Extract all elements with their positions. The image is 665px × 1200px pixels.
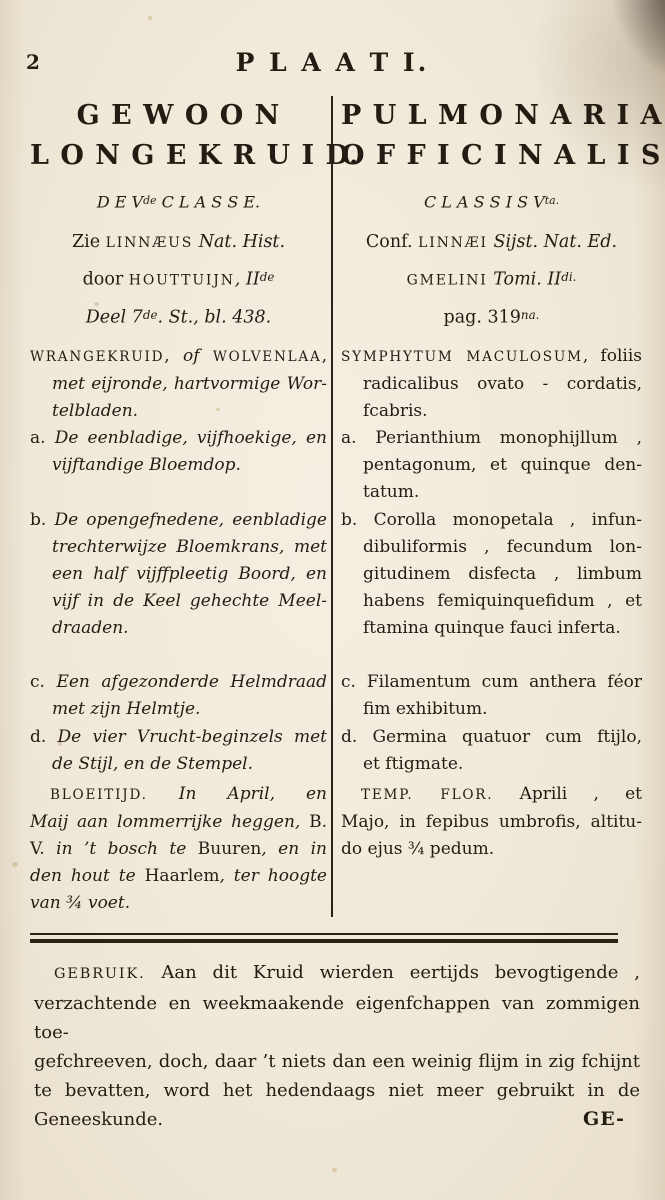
text-segment: Zie bbox=[71, 232, 106, 253]
text-segment: De vier Vrucht-beginzels met bbox=[57, 727, 327, 748]
text-segment: BLOEITIJD. bbox=[50, 787, 148, 804]
text-segment: den hout te bbox=[30, 866, 145, 887]
text-segment: et ftigmate. bbox=[363, 754, 464, 775]
text-segment: b. Corolla monopetala , infun- bbox=[341, 510, 642, 531]
text-segment: draaden. bbox=[52, 618, 129, 639]
text-segment: vijf in de Keel gehechte Meel- bbox=[52, 591, 327, 612]
text-segment: tatum. bbox=[363, 482, 420, 503]
text-segment: door bbox=[82, 269, 129, 290]
text-segment: pag. 319 bbox=[443, 307, 521, 328]
text-segment: de bbox=[143, 194, 157, 207]
text-line bbox=[30, 452, 327, 479]
latin-class-line bbox=[341, 189, 642, 214]
text-segment: C L A S S E. bbox=[156, 192, 261, 212]
text-segment: ftamina quinque fauci inferta. bbox=[363, 618, 621, 639]
text-line bbox=[341, 452, 642, 479]
text-line bbox=[341, 588, 642, 615]
text-line bbox=[30, 696, 327, 723]
text-line bbox=[30, 507, 327, 534]
text-line bbox=[341, 561, 642, 588]
text-line bbox=[341, 836, 642, 863]
text-line bbox=[30, 534, 327, 561]
text-line bbox=[30, 343, 327, 371]
text-segment: met eijronde, hartvormige Wor- bbox=[52, 374, 327, 395]
text-segment: GEBRUIK. bbox=[54, 966, 146, 982]
text-segment: c. Filamentum cum anthera féor bbox=[341, 672, 642, 693]
dutch-reference bbox=[30, 225, 327, 334]
text-line bbox=[30, 225, 327, 260]
text-segment: vijftandige Bloemdop. bbox=[52, 455, 241, 476]
dutch-class-line bbox=[30, 189, 327, 214]
text-segment: . St., bl. 438. bbox=[157, 307, 272, 328]
text-line bbox=[30, 669, 327, 696]
text-line bbox=[30, 863, 327, 890]
text-segment: c. bbox=[30, 672, 57, 693]
text-segment: telbladen. bbox=[52, 401, 139, 422]
text-segment: fim exhibitum. bbox=[363, 699, 488, 720]
text-line bbox=[341, 669, 642, 696]
text-segment: , foliis bbox=[582, 346, 642, 367]
text-segment: te bevatten, word het hedendaags niet meer gebruikt in de bbox=[34, 1080, 640, 1101]
text-segment: Conf. bbox=[365, 232, 419, 253]
dutch-item-b bbox=[30, 507, 327, 642]
latin-item-c bbox=[341, 669, 642, 723]
text-line bbox=[30, 398, 327, 425]
text-line bbox=[341, 809, 642, 836]
gebruik-paragraph bbox=[34, 958, 640, 1134]
text-line bbox=[341, 696, 642, 723]
text-segment: habens femiquinquefidum , et bbox=[363, 591, 642, 612]
text-line bbox=[341, 751, 642, 778]
text-segment: Een afgezonderde Helmdraad bbox=[56, 672, 327, 693]
text-segment: In April, en bbox=[147, 784, 327, 805]
text-line bbox=[341, 507, 642, 534]
text-segment: of bbox=[183, 346, 213, 367]
text-segment: LINNÆUS bbox=[105, 235, 194, 252]
dutch-item-a bbox=[30, 425, 327, 479]
text-line bbox=[30, 425, 327, 452]
dutch-heading-line2: L O N G E K R U I D. bbox=[30, 140, 360, 171]
text-segment: D E V bbox=[96, 192, 144, 212]
text-segment: de Stijl, en de Stempel. bbox=[52, 754, 253, 775]
text-line bbox=[30, 836, 327, 863]
text-segment: Buuren bbox=[197, 839, 262, 860]
text-segment: b. bbox=[30, 510, 55, 531]
text-line bbox=[30, 809, 327, 836]
dutch-item-d bbox=[30, 724, 327, 778]
text-segment: SYMPHYTUM MACULOSUM bbox=[341, 349, 583, 366]
text-line bbox=[30, 371, 327, 398]
text-segment: De opengefnedene, eenbladige bbox=[54, 510, 327, 531]
section-divider-rule bbox=[30, 933, 618, 943]
fox-spot bbox=[332, 1168, 337, 1172]
text-line bbox=[30, 588, 327, 615]
text-line bbox=[34, 989, 640, 1047]
text-segment: d. Germina quatuor cum ftijlo, bbox=[341, 727, 642, 748]
text-line bbox=[30, 298, 327, 335]
text-segment: do ejus ¾ pedum. bbox=[341, 839, 495, 860]
text-line bbox=[341, 298, 642, 335]
text-segment: de bbox=[259, 270, 275, 285]
text-segment: Majo, in fepibus umbrofis, altitu- bbox=[341, 812, 642, 833]
text-line bbox=[30, 751, 327, 778]
text-segment: Sijst. Nat. Ed. bbox=[487, 232, 618, 253]
dutch-heading-line1: G E W O O N bbox=[76, 100, 281, 131]
text-segment: dibuliformis , fecundum lon- bbox=[363, 537, 642, 558]
page-number: 2 bbox=[26, 50, 40, 74]
text-segment: van ¾ voet. bbox=[30, 893, 131, 914]
text-segment: HOUTTUIJN bbox=[128, 272, 235, 289]
latin-reference bbox=[341, 225, 642, 334]
text-segment: TEMP. FLOR. bbox=[361, 787, 494, 804]
text-segment: a. bbox=[30, 428, 55, 449]
fox-spot bbox=[12, 862, 18, 867]
text-segment: radicalibus ovato - cordatis, bbox=[363, 374, 642, 395]
text-segment: in ’t bosch te bbox=[56, 839, 198, 860]
text-line bbox=[341, 371, 642, 398]
two-column-body bbox=[30, 96, 663, 917]
text-line bbox=[341, 398, 642, 425]
text-segment: , II bbox=[234, 269, 260, 290]
text-line bbox=[341, 479, 642, 506]
text-line bbox=[30, 615, 327, 642]
text-line bbox=[34, 1105, 640, 1134]
text-segment: , bbox=[321, 346, 328, 367]
dutch-item-c bbox=[30, 669, 327, 723]
text-line bbox=[341, 724, 642, 751]
text-segment: pentagonum, et quinque den- bbox=[363, 455, 642, 476]
latin-column bbox=[331, 96, 663, 917]
text-segment: Geneeskunde. bbox=[34, 1109, 164, 1130]
text-segment: gefchreeven, doch, daar ’t niets dan een weinig flijm in zig fchijnt bbox=[34, 1051, 640, 1072]
text-line bbox=[341, 615, 642, 642]
text-segment: Tomi. II bbox=[487, 269, 562, 290]
catchword: GE- bbox=[583, 1108, 625, 1130]
text-line bbox=[341, 781, 642, 809]
text-segment: Aan dit Kruid wierden eertijds bevogtigende , bbox=[145, 962, 640, 983]
text-line bbox=[341, 343, 642, 371]
text-segment: , bbox=[164, 346, 183, 367]
text-line bbox=[30, 189, 327, 214]
text-line bbox=[30, 724, 327, 751]
text-segment: een half vijffpleetig Boord, en bbox=[52, 564, 327, 585]
text-segment: Deel 7 bbox=[85, 307, 143, 328]
latin-heading-line1: P U L M O N A R I A bbox=[341, 100, 663, 131]
text-segment: trechterwijze Bloemkrans, met bbox=[52, 537, 327, 558]
text-segment: C L A S S I S V bbox=[423, 192, 545, 212]
text-segment: met zijn Helmtje. bbox=[52, 699, 201, 720]
text-segment: verzachtende en weekmaakende eigenfchappen van zommigen toe- bbox=[34, 993, 640, 1043]
text-segment: , ter hoogte bbox=[219, 866, 327, 887]
text-segment: B. bbox=[309, 812, 327, 833]
text-line bbox=[30, 890, 327, 917]
dutch-column bbox=[30, 96, 360, 917]
dutch-bloeitijd-paragraph bbox=[30, 781, 327, 917]
text-line bbox=[34, 958, 640, 989]
text-segment: V. bbox=[30, 839, 57, 860]
text-segment: LINNÆI bbox=[418, 235, 488, 252]
text-segment: Nat. Hist. bbox=[193, 232, 286, 253]
dutch-species-paragraph bbox=[30, 343, 327, 425]
text-line bbox=[30, 781, 327, 809]
text-line bbox=[341, 225, 642, 260]
latin-item-d bbox=[341, 724, 642, 778]
text-segment: , en in bbox=[261, 839, 327, 860]
text-segment: di. bbox=[561, 270, 577, 285]
text-segment: d. bbox=[30, 727, 58, 748]
text-segment: na. bbox=[520, 307, 540, 322]
latin-item-a bbox=[341, 425, 642, 506]
text-segment: Aprili , et bbox=[493, 784, 642, 805]
text-line bbox=[341, 534, 642, 561]
latin-temp-flor-paragraph bbox=[341, 781, 642, 863]
text-line bbox=[341, 425, 642, 452]
text-segment: a. Perianthium monophijllum , bbox=[341, 428, 642, 449]
text-segment: De eenbladige, vijfhoekige, en bbox=[54, 428, 327, 449]
plate-title: P L A A T I. bbox=[235, 48, 430, 77]
text-line bbox=[341, 189, 642, 214]
text-segment: GMELINI bbox=[406, 272, 488, 289]
text-line bbox=[30, 561, 327, 588]
text-segment: fcabris. bbox=[363, 401, 428, 422]
text-segment: WRANGEKRUID bbox=[30, 349, 165, 366]
text-segment: Maij aan lommerrijke heggen, bbox=[30, 812, 310, 833]
text-line bbox=[34, 1047, 640, 1076]
text-segment: ta. bbox=[544, 194, 560, 207]
text-segment: gitudinem disfecta , limbum bbox=[363, 564, 642, 585]
latin-item-b bbox=[341, 507, 642, 642]
text-line bbox=[34, 1076, 640, 1105]
fox-spot bbox=[148, 16, 152, 20]
text-segment: de bbox=[142, 307, 158, 322]
text-segment: Haarlem bbox=[144, 866, 220, 887]
text-line bbox=[30, 260, 327, 298]
latin-heading-line2: O F F I C I N A L I S bbox=[341, 140, 662, 171]
latin-species-paragraph bbox=[341, 343, 642, 425]
text-segment: WOLVENLAA bbox=[212, 349, 322, 366]
text-line bbox=[341, 260, 642, 298]
